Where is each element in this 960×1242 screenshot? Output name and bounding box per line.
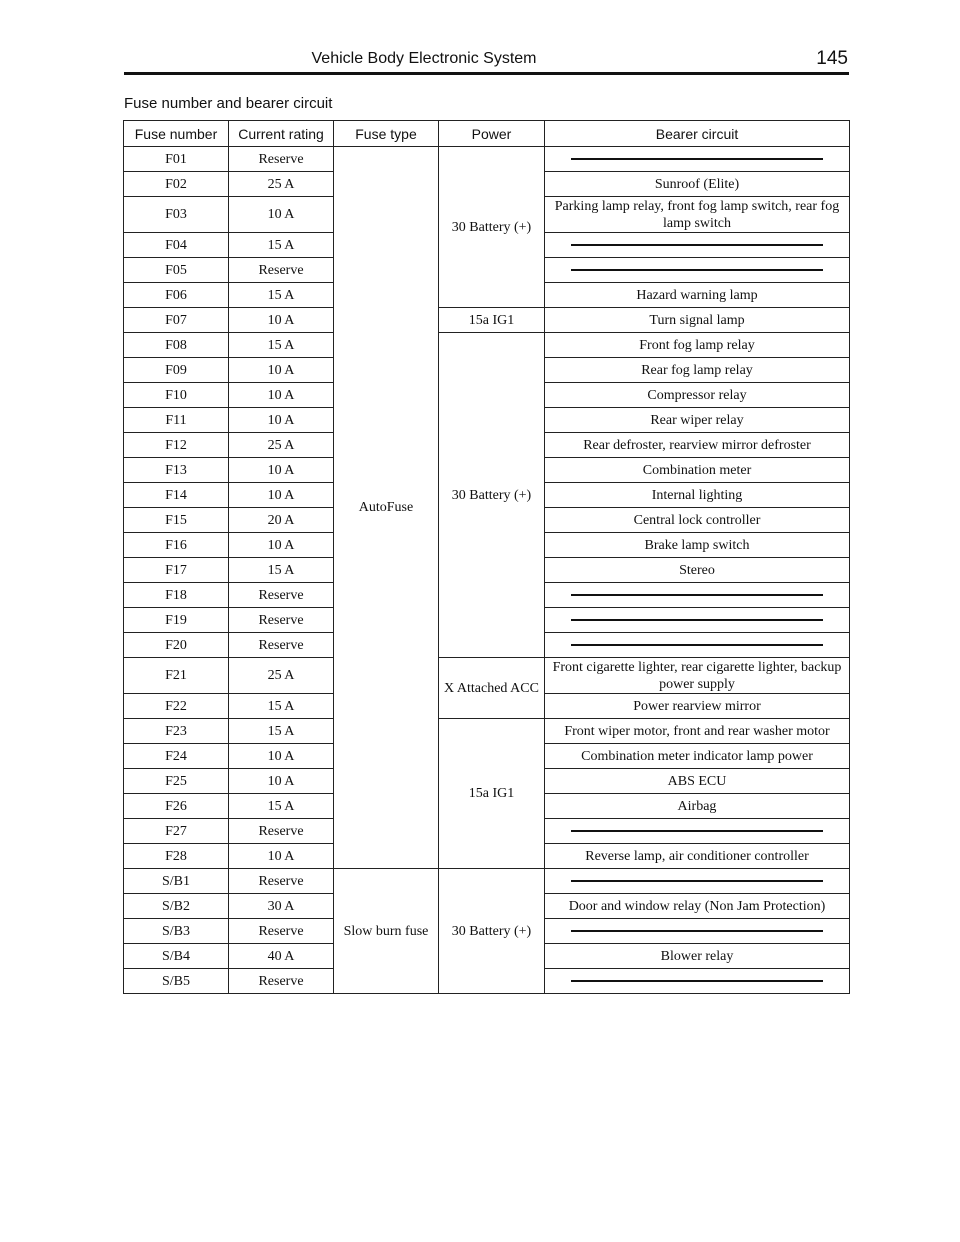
power-cell: 30 Battery (+) bbox=[439, 333, 545, 658]
reserve-dash bbox=[571, 269, 823, 271]
bearer-circuit-cell: Parking lamp relay, front fog lamp switch, rear fog lamp switch bbox=[545, 197, 850, 233]
current-rating-cell: 10 A bbox=[229, 383, 334, 408]
reserve-dash bbox=[571, 594, 823, 596]
power-cell: 30 Battery (+) bbox=[439, 869, 545, 994]
current-rating-cell: 10 A bbox=[229, 483, 334, 508]
fuse-number-cell: S/B4 bbox=[124, 944, 229, 969]
reserve-dash bbox=[571, 244, 823, 246]
fuse-number-cell: S/B1 bbox=[124, 869, 229, 894]
bearer-circuit-cell bbox=[545, 258, 850, 283]
bearer-circuit-cell bbox=[545, 869, 850, 894]
fuse-number-cell: F23 bbox=[124, 719, 229, 744]
table-row bbox=[124, 147, 850, 172]
current-rating-cell: 10 A bbox=[229, 197, 334, 233]
fuse-number-cell: F06 bbox=[124, 283, 229, 308]
current-rating-cell: 10 A bbox=[229, 769, 334, 794]
column-header-fuse-type: Fuse type bbox=[334, 121, 439, 147]
current-rating-cell: Reserve bbox=[229, 608, 334, 633]
fuse-number-cell: S/B2 bbox=[124, 894, 229, 919]
bearer-circuit-cell: Compressor relay bbox=[545, 383, 850, 408]
bearer-circuit-cell: Turn signal lamp bbox=[545, 308, 850, 333]
fuse-number-cell: F03 bbox=[124, 197, 229, 233]
bearer-circuit-cell: Stereo bbox=[545, 558, 850, 583]
bearer-circuit-cell bbox=[545, 633, 850, 658]
current-rating-cell: 10 A bbox=[229, 533, 334, 558]
bearer-circuit-cell: Front wiper motor, front and rear washer motor bbox=[545, 719, 850, 744]
power-cell: 15a IG1 bbox=[439, 308, 545, 333]
fuse-number-cell: F27 bbox=[124, 819, 229, 844]
bearer-circuit-cell: Combination meter bbox=[545, 458, 850, 483]
table-row bbox=[124, 869, 850, 894]
reserve-dash bbox=[571, 619, 823, 621]
current-rating-cell: Reserve bbox=[229, 969, 334, 994]
table-row bbox=[124, 308, 850, 333]
current-rating-cell: 25 A bbox=[229, 433, 334, 458]
bearer-circuit-cell bbox=[545, 919, 850, 944]
column-header-power: Power bbox=[439, 121, 545, 147]
page-header-title: Vehicle Body Electronic System bbox=[311, 50, 537, 67]
fuse-number-cell: F19 bbox=[124, 608, 229, 633]
current-rating-cell: 15 A bbox=[229, 719, 334, 744]
table-row bbox=[124, 658, 850, 694]
bearer-circuit-cell: Hazard warning lamp bbox=[545, 283, 850, 308]
reserve-dash bbox=[571, 158, 823, 160]
power-cell: 30 Battery (+) bbox=[439, 147, 545, 308]
power-cell: X Attached ACC bbox=[439, 658, 545, 719]
section-title: Fuse number and bearer circuit bbox=[124, 95, 333, 112]
bearer-circuit-cell: Central lock controller bbox=[545, 508, 850, 533]
current-rating-cell: Reserve bbox=[229, 869, 334, 894]
current-rating-cell: Reserve bbox=[229, 919, 334, 944]
table-row bbox=[124, 719, 850, 744]
current-rating-cell: 30 A bbox=[229, 894, 334, 919]
fuse-number-cell: F28 bbox=[124, 844, 229, 869]
page-number: 145 bbox=[816, 48, 848, 69]
bearer-circuit-cell: Blower relay bbox=[545, 944, 850, 969]
current-rating-cell: 15 A bbox=[229, 333, 334, 358]
reserve-dash bbox=[571, 930, 823, 932]
bearer-circuit-cell bbox=[545, 969, 850, 994]
current-rating-cell: Reserve bbox=[229, 819, 334, 844]
current-rating-cell: 25 A bbox=[229, 172, 334, 197]
fuse-number-cell: F16 bbox=[124, 533, 229, 558]
fuse-number-cell: S/B3 bbox=[124, 919, 229, 944]
fuse-number-cell: F01 bbox=[124, 147, 229, 172]
bearer-circuit-cell: Rear fog lamp relay bbox=[545, 358, 850, 383]
bearer-circuit-cell bbox=[545, 147, 850, 172]
bearer-circuit-cell: Internal lighting bbox=[545, 483, 850, 508]
fuse-number-cell: F18 bbox=[124, 583, 229, 608]
bearer-circuit-cell: ABS ECU bbox=[545, 769, 850, 794]
fuse-number-cell: F07 bbox=[124, 308, 229, 333]
current-rating-cell: Reserve bbox=[229, 633, 334, 658]
current-rating-cell: 15 A bbox=[229, 794, 334, 819]
current-rating-cell: 20 A bbox=[229, 508, 334, 533]
current-rating-cell: 10 A bbox=[229, 408, 334, 433]
fuse-number-cell: F26 bbox=[124, 794, 229, 819]
current-rating-cell: 10 A bbox=[229, 844, 334, 869]
bearer-circuit-cell bbox=[545, 583, 850, 608]
fuse-number-cell: F08 bbox=[124, 333, 229, 358]
bearer-circuit-cell: Front fog lamp relay bbox=[545, 333, 850, 358]
fuse-number-cell: F20 bbox=[124, 633, 229, 658]
current-rating-cell: 15 A bbox=[229, 694, 334, 719]
fuse-number-cell: F17 bbox=[124, 558, 229, 583]
fuse-number-cell: F13 bbox=[124, 458, 229, 483]
table-row bbox=[124, 333, 850, 358]
bearer-circuit-cell bbox=[545, 819, 850, 844]
bearer-circuit-cell: Reverse lamp, air conditioner controller bbox=[545, 844, 850, 869]
fuse-number-cell: F15 bbox=[124, 508, 229, 533]
fuse-number-cell: F24 bbox=[124, 744, 229, 769]
bearer-circuit-cell: Rear defroster, rearview mirror defroster bbox=[545, 433, 850, 458]
fuse-number-cell: F04 bbox=[124, 233, 229, 258]
reserve-dash bbox=[571, 980, 823, 982]
fuse-number-cell: F21 bbox=[124, 658, 229, 694]
fuse-number-cell: F12 bbox=[124, 433, 229, 458]
fuse-table bbox=[123, 120, 850, 994]
current-rating-cell: Reserve bbox=[229, 147, 334, 172]
current-rating-cell: 10 A bbox=[229, 744, 334, 769]
column-header-current-rating: Current rating bbox=[229, 121, 334, 147]
column-header-bearer-circuit: Bearer circuit bbox=[545, 121, 850, 147]
reserve-dash bbox=[571, 880, 823, 882]
current-rating-cell: 10 A bbox=[229, 308, 334, 333]
bearer-circuit-cell: Front cigarette lighter, rear cigarette lighter, backup power supply bbox=[545, 658, 850, 694]
column-header-fuse-number: Fuse number bbox=[124, 121, 229, 147]
current-rating-cell: 15 A bbox=[229, 558, 334, 583]
current-rating-cell: 25 A bbox=[229, 658, 334, 694]
current-rating-cell: 15 A bbox=[229, 283, 334, 308]
fuse-number-cell: S/B5 bbox=[124, 969, 229, 994]
bearer-circuit-cell: Rear wiper relay bbox=[545, 408, 850, 433]
fuse-number-cell: F09 bbox=[124, 358, 229, 383]
reserve-dash bbox=[571, 830, 823, 832]
reserve-dash bbox=[571, 644, 823, 646]
bearer-circuit-cell: Sunroof (Elite) bbox=[545, 172, 850, 197]
fuse-number-cell: F22 bbox=[124, 694, 229, 719]
current-rating-cell: Reserve bbox=[229, 583, 334, 608]
current-rating-cell: 10 A bbox=[229, 458, 334, 483]
power-cell: 15a IG1 bbox=[439, 719, 545, 869]
bearer-circuit-cell: Power rearview mirror bbox=[545, 694, 850, 719]
bearer-circuit-cell: Airbag bbox=[545, 794, 850, 819]
fuse-type-cell: Slow burn fuse bbox=[334, 869, 439, 994]
fuse-number-cell: F11 bbox=[124, 408, 229, 433]
fuse-number-cell: F25 bbox=[124, 769, 229, 794]
current-rating-cell: 15 A bbox=[229, 233, 334, 258]
bearer-circuit-cell: Door and window relay (Non Jam Protection) bbox=[545, 894, 850, 919]
fuse-number-cell: F14 bbox=[124, 483, 229, 508]
fuse-number-cell: F02 bbox=[124, 172, 229, 197]
current-rating-cell: 40 A bbox=[229, 944, 334, 969]
bearer-circuit-cell bbox=[545, 233, 850, 258]
fuse-number-cell: F05 bbox=[124, 258, 229, 283]
table-header-row bbox=[124, 121, 850, 147]
current-rating-cell: Reserve bbox=[229, 258, 334, 283]
bearer-circuit-cell: Brake lamp switch bbox=[545, 533, 850, 558]
bearer-circuit-cell: Combination meter indicator lamp power bbox=[545, 744, 850, 769]
fuse-type-cell: AutoFuse bbox=[334, 147, 439, 869]
fuse-number-cell: F10 bbox=[124, 383, 229, 408]
header-rule bbox=[124, 72, 849, 75]
current-rating-cell: 10 A bbox=[229, 358, 334, 383]
bearer-circuit-cell bbox=[545, 608, 850, 633]
